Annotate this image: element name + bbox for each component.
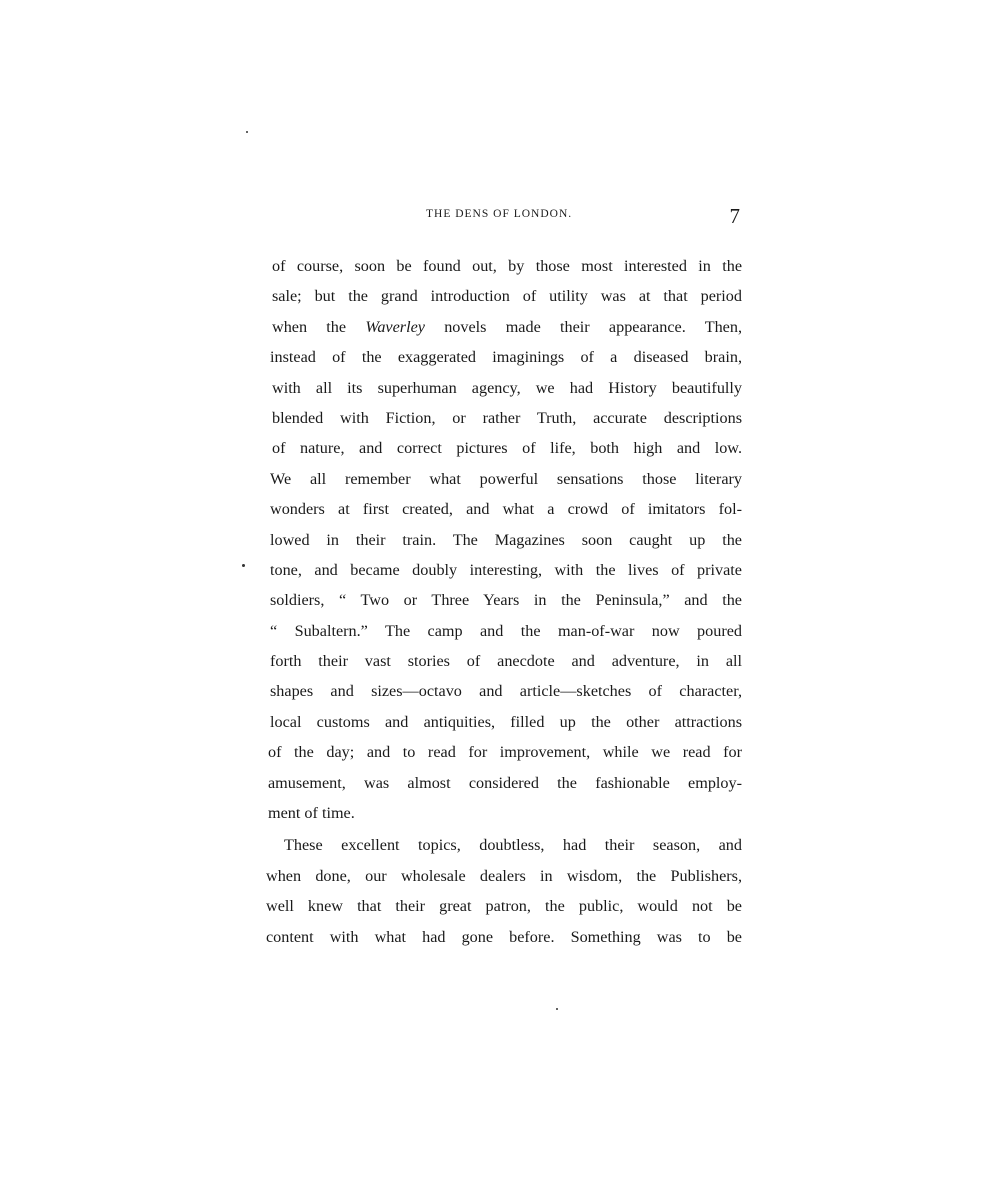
text-line: content with what had gone before. Something was to be [266, 927, 742, 946]
text-line: lowed in their train. The Magazines soon caught up the [270, 530, 742, 549]
body-text [266, 251, 742, 952]
text-line: of the day; and to read for improvement, while we read for [268, 743, 742, 762]
page-number: 7 [729, 204, 740, 228]
text-line: of course, soon be found out, by those most interested in the [272, 257, 742, 275]
ink-speck-left [242, 564, 245, 567]
text-line: forth their vast stories of anecdote and adventure, in all [270, 652, 742, 671]
running-title: THE DENS OF LONDON. [426, 208, 573, 220]
text-line: We all remember what powerful sensations those literary [270, 469, 742, 488]
text-line: amusement, was almost considered the fashionable employ- [268, 773, 742, 792]
italic-title: Waverley [365, 317, 425, 336]
text-run: novels made their appearance. Then, [424, 317, 742, 336]
text-line: wonders at first created, and what a crowd of imitators fol- [270, 500, 742, 519]
text-line [266, 312, 742, 342]
paragraph [266, 251, 742, 828]
text-line: tone, and became doubly interesting, with the lives of private [270, 560, 742, 579]
text-line: local customs and antiquities, filled up the other attractions [270, 712, 742, 731]
ink-speck-bottom [556, 1008, 558, 1010]
running-head [268, 206, 744, 236]
text-line: instead of the exaggerated imaginings of a diseased brain, [270, 348, 742, 367]
text-line: when done, our wholesale dealers in wisdom, the Publishers, [266, 866, 742, 885]
text-line: “ Subaltern.” The camp and the man-of-war now poured [270, 621, 742, 640]
text-line: sale; but the grand introduction of utility was at that period [272, 287, 742, 306]
paragraph [266, 830, 742, 952]
text-line: with all its superhuman agency, we had History beautifully [272, 378, 742, 397]
text-line: ment of time. [268, 804, 355, 823]
ink-speck-top [246, 131, 248, 133]
text-line: of nature, and correct pictures of life, both high and low. [272, 439, 742, 458]
text-line: These excellent topics, doubtless, had their season, and [284, 836, 742, 855]
text-run: when the [272, 317, 366, 336]
text-line: shapes and sizes—octavo and article—sketches of character, [270, 682, 742, 701]
text-line: blended with Fiction, or rather Truth, accurate descriptions [272, 408, 742, 427]
text-line: soldiers, “ Two or Three Years in the Peninsula,” and the [270, 591, 742, 610]
text-line: well knew that their great patron, the public, would not be [266, 897, 742, 916]
